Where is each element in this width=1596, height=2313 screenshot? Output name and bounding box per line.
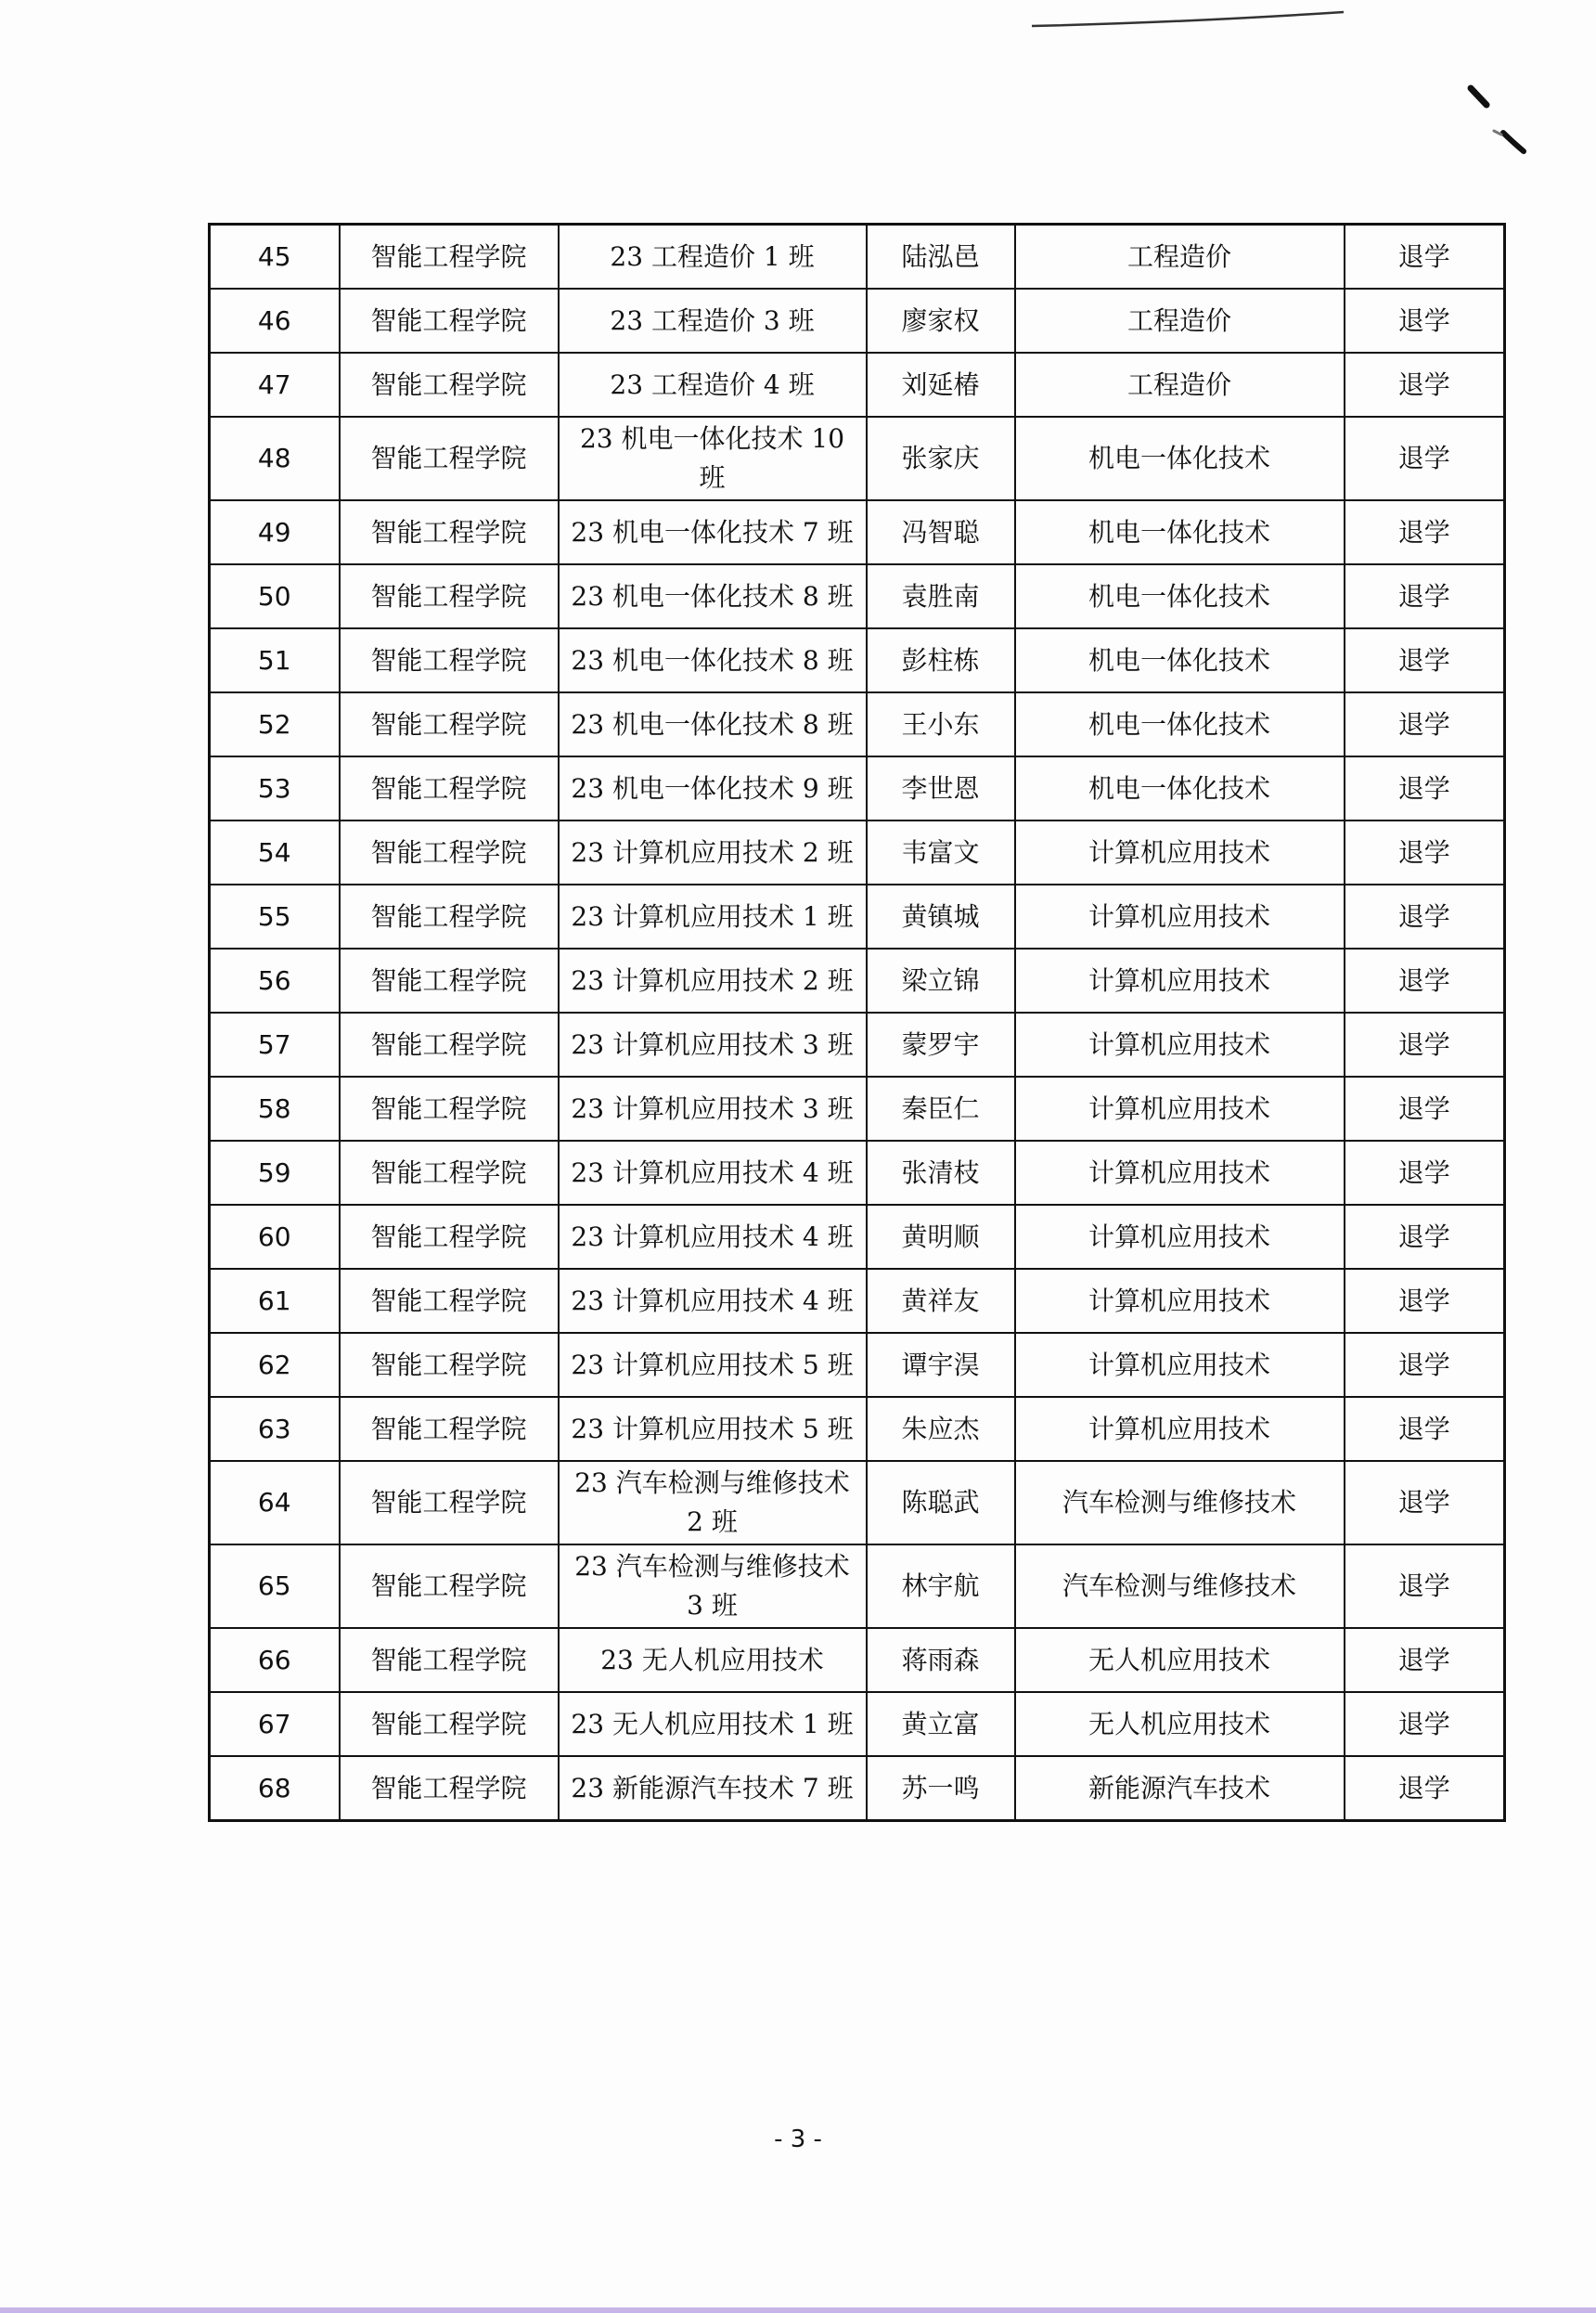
table-row <box>210 225 1505 290</box>
cell-serial-number: 53 <box>210 756 340 821</box>
cell-status: 退学 <box>1345 1397 1505 1461</box>
cell-status: 退学 <box>1345 1628 1505 1692</box>
cell-status: 退学 <box>1345 1756 1505 1821</box>
cell-serial-number: 51 <box>210 628 340 692</box>
cell-college: 智能工程学院 <box>340 885 559 949</box>
table-row <box>210 353 1505 417</box>
cell-major: 机电一体化技术 <box>1015 692 1345 756</box>
cell-college: 智能工程学院 <box>340 564 559 628</box>
cell-college: 智能工程学院 <box>340 1628 559 1692</box>
table-row <box>210 1397 1505 1461</box>
table-row <box>210 1544 1505 1628</box>
cell-student-name: 张家庆 <box>867 417 1015 500</box>
table-body <box>210 225 1505 1821</box>
cell-college: 智能工程学院 <box>340 1397 559 1461</box>
cell-student-name: 韦富文 <box>867 821 1015 885</box>
cell-status: 退学 <box>1345 1077 1505 1141</box>
cell-class: 23 新能源汽车技术 7 班 <box>559 1756 867 1821</box>
table-row <box>210 417 1505 500</box>
cell-college: 智能工程学院 <box>340 1692 559 1756</box>
cell-college: 智能工程学院 <box>340 1013 559 1077</box>
table-row <box>210 692 1505 756</box>
cell-class: 23 计算机应用技术 3 班 <box>559 1013 867 1077</box>
cell-status: 退学 <box>1345 885 1505 949</box>
cell-status: 退学 <box>1345 417 1505 500</box>
cell-college: 智能工程学院 <box>340 949 559 1013</box>
withdrawal-student-table <box>208 223 1506 1822</box>
cell-class: 23 机电一体化技术 9 班 <box>559 756 867 821</box>
cell-major: 机电一体化技术 <box>1015 756 1345 821</box>
cell-status: 退学 <box>1345 1544 1505 1628</box>
cell-class: 23 无人机应用技术 1 班 <box>559 1692 867 1756</box>
cell-student-name: 王小东 <box>867 692 1015 756</box>
cell-student-name: 谭宇淏 <box>867 1333 1015 1397</box>
cell-class: 23 计算机应用技术 4 班 <box>559 1205 867 1269</box>
cell-student-name: 冯智聪 <box>867 500 1015 564</box>
cell-student-name: 林宇航 <box>867 1544 1015 1628</box>
cell-class: 23 工程造价 4 班 <box>559 353 867 417</box>
cell-status: 退学 <box>1345 821 1505 885</box>
cell-student-name: 张清枝 <box>867 1141 1015 1205</box>
cell-serial-number: 67 <box>210 1692 340 1756</box>
cell-class: 23 机电一体化技术 10 班 <box>559 417 867 500</box>
cell-status: 退学 <box>1345 692 1505 756</box>
cell-status: 退学 <box>1345 949 1505 1013</box>
cell-major: 计算机应用技术 <box>1015 949 1345 1013</box>
cell-college: 智能工程学院 <box>340 1333 559 1397</box>
cell-student-name: 袁胜南 <box>867 564 1015 628</box>
cell-serial-number: 49 <box>210 500 340 564</box>
table-row <box>210 628 1505 692</box>
cell-major: 计算机应用技术 <box>1015 885 1345 949</box>
cell-serial-number: 59 <box>210 1141 340 1205</box>
cell-class: 23 计算机应用技术 4 班 <box>559 1269 867 1333</box>
cell-status: 退学 <box>1345 1269 1505 1333</box>
table-row <box>210 1013 1505 1077</box>
cell-class: 23 计算机应用技术 5 班 <box>559 1397 867 1461</box>
cell-student-name: 陆泓邑 <box>867 225 1015 290</box>
cell-student-name: 黄明顺 <box>867 1205 1015 1269</box>
cell-serial-number: 55 <box>210 885 340 949</box>
table-row <box>210 756 1505 821</box>
cell-major: 无人机应用技术 <box>1015 1692 1345 1756</box>
scan-stroke-mark <box>1030 9 1345 28</box>
cell-student-name: 彭柱栋 <box>867 628 1015 692</box>
cell-class: 23 机电一体化技术 8 班 <box>559 564 867 628</box>
cell-student-name: 黄立富 <box>867 1692 1015 1756</box>
cell-college: 智能工程学院 <box>340 500 559 564</box>
cell-status: 退学 <box>1345 1333 1505 1397</box>
cell-serial-number: 62 <box>210 1333 340 1397</box>
cell-class: 23 机电一体化技术 8 班 <box>559 628 867 692</box>
cell-serial-number: 61 <box>210 1269 340 1333</box>
table-row <box>210 289 1505 353</box>
cell-serial-number: 48 <box>210 417 340 500</box>
cell-major: 计算机应用技术 <box>1015 1013 1345 1077</box>
cell-student-name: 梁立锦 <box>867 949 1015 1013</box>
page-number: - 3 - <box>774 2126 822 2153</box>
cell-serial-number: 64 <box>210 1461 340 1544</box>
cell-status: 退学 <box>1345 225 1505 290</box>
cell-college: 智能工程学院 <box>340 692 559 756</box>
scan-edge-strip <box>0 2307 1596 2313</box>
cell-major: 计算机应用技术 <box>1015 821 1345 885</box>
cell-college: 智能工程学院 <box>340 289 559 353</box>
cell-class: 23 工程造价 3 班 <box>559 289 867 353</box>
table-row <box>210 1269 1505 1333</box>
cell-status: 退学 <box>1345 1205 1505 1269</box>
table-row <box>210 500 1505 564</box>
table-row <box>210 1141 1505 1205</box>
cell-college: 智能工程学院 <box>340 417 559 500</box>
cell-college: 智能工程学院 <box>340 821 559 885</box>
table-row <box>210 1205 1505 1269</box>
cell-status: 退学 <box>1345 1141 1505 1205</box>
cell-major: 汽车检测与维修技术 <box>1015 1544 1345 1628</box>
cell-class: 23 计算机应用技术 2 班 <box>559 821 867 885</box>
table-row <box>210 949 1505 1013</box>
cell-major: 计算机应用技术 <box>1015 1141 1345 1205</box>
table-row <box>210 1692 1505 1756</box>
cell-status: 退学 <box>1345 500 1505 564</box>
cell-serial-number: 46 <box>210 289 340 353</box>
cell-serial-number: 45 <box>210 225 340 290</box>
cell-serial-number: 52 <box>210 692 340 756</box>
cell-college: 智能工程学院 <box>340 1461 559 1544</box>
cell-status: 退学 <box>1345 628 1505 692</box>
cell-class: 23 计算机应用技术 1 班 <box>559 885 867 949</box>
cell-class: 23 汽车检测与维修技术 2 班 <box>559 1461 867 1544</box>
cell-major: 计算机应用技术 <box>1015 1397 1345 1461</box>
cell-college: 智能工程学院 <box>340 1205 559 1269</box>
cell-college: 智能工程学院 <box>340 1756 559 1821</box>
table-row <box>210 1461 1505 1544</box>
table-row <box>210 1756 1505 1821</box>
cell-status: 退学 <box>1345 1461 1505 1544</box>
cell-college: 智能工程学院 <box>340 1141 559 1205</box>
cell-status: 退学 <box>1345 564 1505 628</box>
cell-class: 23 计算机应用技术 4 班 <box>559 1141 867 1205</box>
cell-status: 退学 <box>1345 353 1505 417</box>
cell-status: 退学 <box>1345 1013 1505 1077</box>
cell-class: 23 汽车检测与维修技术 3 班 <box>559 1544 867 1628</box>
table-row <box>210 1628 1505 1692</box>
cell-serial-number: 56 <box>210 949 340 1013</box>
cell-college: 智能工程学院 <box>340 628 559 692</box>
cell-class: 23 工程造价 1 班 <box>559 225 867 290</box>
cell-student-name: 苏一鸣 <box>867 1756 1015 1821</box>
cell-college: 智能工程学院 <box>340 1077 559 1141</box>
cell-major: 工程造价 <box>1015 289 1345 353</box>
cell-class: 23 机电一体化技术 7 班 <box>559 500 867 564</box>
cell-serial-number: 65 <box>210 1544 340 1628</box>
cell-major: 计算机应用技术 <box>1015 1333 1345 1397</box>
cell-serial-number: 58 <box>210 1077 340 1141</box>
cell-major: 工程造价 <box>1015 225 1345 290</box>
cell-class: 23 计算机应用技术 2 班 <box>559 949 867 1013</box>
cell-serial-number: 60 <box>210 1205 340 1269</box>
cell-student-name: 廖家权 <box>867 289 1015 353</box>
cell-serial-number: 57 <box>210 1013 340 1077</box>
cell-serial-number: 50 <box>210 564 340 628</box>
cell-major: 无人机应用技术 <box>1015 1628 1345 1692</box>
cell-major: 汽车检测与维修技术 <box>1015 1461 1345 1544</box>
cell-serial-number: 68 <box>210 1756 340 1821</box>
cell-major: 计算机应用技术 <box>1015 1205 1345 1269</box>
cell-student-name: 秦臣仁 <box>867 1077 1015 1141</box>
cell-student-name: 黄镇城 <box>867 885 1015 949</box>
table-row <box>210 1077 1505 1141</box>
cell-student-name: 蒙罗宇 <box>867 1013 1015 1077</box>
table-row <box>210 564 1505 628</box>
cell-serial-number: 47 <box>210 353 340 417</box>
cell-serial-number: 63 <box>210 1397 340 1461</box>
cell-student-name: 黄祥友 <box>867 1269 1015 1333</box>
cell-major: 机电一体化技术 <box>1015 564 1345 628</box>
table-row <box>210 1333 1505 1397</box>
cell-student-name: 朱应杰 <box>867 1397 1015 1461</box>
cell-class: 23 无人机应用技术 <box>559 1628 867 1692</box>
cell-class: 23 计算机应用技术 5 班 <box>559 1333 867 1397</box>
cell-major: 计算机应用技术 <box>1015 1077 1345 1141</box>
cell-status: 退学 <box>1345 1692 1505 1756</box>
cell-major: 机电一体化技术 <box>1015 417 1345 500</box>
cell-college: 智能工程学院 <box>340 1269 559 1333</box>
cell-major: 计算机应用技术 <box>1015 1269 1345 1333</box>
cell-class: 23 计算机应用技术 3 班 <box>559 1077 867 1141</box>
cell-student-name: 蒋雨森 <box>867 1628 1015 1692</box>
cell-major: 新能源汽车技术 <box>1015 1756 1345 1821</box>
cell-college: 智能工程学院 <box>340 1544 559 1628</box>
scan-corner-mark <box>1466 79 1531 162</box>
cell-major: 工程造价 <box>1015 353 1345 417</box>
table-row <box>210 885 1505 949</box>
cell-class: 23 机电一体化技术 8 班 <box>559 692 867 756</box>
cell-major: 机电一体化技术 <box>1015 628 1345 692</box>
cell-student-name: 李世恩 <box>867 756 1015 821</box>
table-row <box>210 821 1505 885</box>
cell-status: 退学 <box>1345 289 1505 353</box>
cell-serial-number: 54 <box>210 821 340 885</box>
cell-student-name: 刘延椿 <box>867 353 1015 417</box>
cell-serial-number: 66 <box>210 1628 340 1692</box>
cell-college: 智能工程学院 <box>340 225 559 290</box>
cell-college: 智能工程学院 <box>340 353 559 417</box>
cell-student-name: 陈聪武 <box>867 1461 1015 1544</box>
cell-major: 机电一体化技术 <box>1015 500 1345 564</box>
cell-college: 智能工程学院 <box>340 756 559 821</box>
cell-status: 退学 <box>1345 756 1505 821</box>
